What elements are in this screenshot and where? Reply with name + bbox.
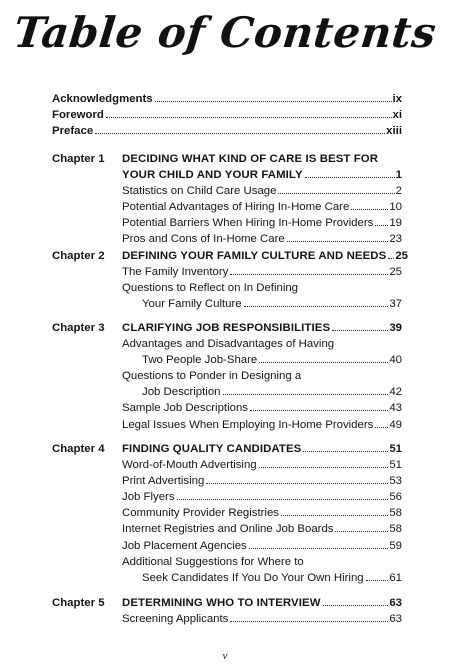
dot-leader <box>244 306 389 307</box>
entry-page: 25 <box>395 250 409 262</box>
entry-title: Questions to Ponder in Designing a <box>122 370 302 383</box>
chapter-heading[interactable] <box>122 443 402 459</box>
entry-title: Acknowledgments <box>52 93 153 105</box>
entry-page: 63 <box>389 597 402 609</box>
entry-title: DECIDING WHAT KIND OF CARE IS BEST FOR <box>122 153 379 165</box>
toc-entry[interactable] <box>122 540 402 556</box>
entry-page: 51 <box>389 443 402 455</box>
dot-leader <box>259 467 389 468</box>
dot-leader <box>303 451 388 452</box>
chapter-heading[interactable] <box>122 597 402 613</box>
dot-leader <box>332 330 388 331</box>
entry-page: 1 <box>395 169 402 182</box>
entry-page: 2 <box>395 185 402 198</box>
toc-entry[interactable] <box>122 556 402 572</box>
entry-page: 56 <box>389 491 402 504</box>
dot-leader <box>177 499 389 500</box>
entry-title: Word-of-Mouth Advertising <box>122 459 257 472</box>
toc-entry[interactable] <box>122 201 402 217</box>
dot-leader <box>305 177 395 178</box>
dot-leader <box>95 133 385 134</box>
toc-entry[interactable] <box>122 572 402 588</box>
entry-page: 49 <box>389 418 402 431</box>
chapter-entries <box>122 153 402 250</box>
dot-leader <box>223 394 389 395</box>
entry-title: CLARIFYING JOB RESPONSIBILITIES <box>122 322 331 334</box>
dot-leader <box>375 427 388 428</box>
entry-title: Potential Barriers When Hiring In-Home Providers <box>122 217 374 230</box>
entry-page: 51 <box>389 459 402 472</box>
entry-page: xi <box>392 109 402 121</box>
entry-page: 58 <box>389 507 402 520</box>
entry-page: 37 <box>389 298 402 311</box>
dot-leader <box>249 548 389 549</box>
toc-entry[interactable] <box>122 475 402 491</box>
entry-page: 53 <box>389 475 402 488</box>
entry-title: Statistics on Child Care Usage <box>122 185 277 198</box>
toc-entry-acknowledgments[interactable] <box>52 93 402 109</box>
entry-page: 40 <box>389 354 402 367</box>
entry-title: Job Description <box>142 386 221 399</box>
dot-leader <box>366 580 389 581</box>
toc-entry[interactable] <box>122 338 402 354</box>
entry-title: Potential Advantages of Hiring In-Home Care <box>122 201 350 214</box>
entry-page: ix <box>392 93 402 105</box>
entry-title: Internet Registries and Online Job Boards <box>122 523 334 536</box>
entry-title: Foreword <box>52 109 104 121</box>
toc-entry[interactable] <box>122 613 402 629</box>
entry-page: 59 <box>389 539 402 552</box>
toc-entry[interactable] <box>122 419 402 435</box>
toc-entry[interactable] <box>122 523 402 539</box>
entry-page: xiii <box>386 125 402 137</box>
entry-page: 63 <box>389 613 402 626</box>
toc-entry[interactable] <box>122 386 402 402</box>
toc-entry[interactable] <box>122 370 402 386</box>
dot-leader <box>388 258 394 259</box>
entry-title: Seek Candidates If You Do Your Own Hiring <box>142 571 364 584</box>
entry-title: Job Flyers <box>122 491 175 504</box>
entry-title: The Family Inventory <box>122 266 229 279</box>
toc-entry[interactable] <box>122 507 402 523</box>
front-matter-list <box>52 93 402 141</box>
dot-leader <box>230 621 388 622</box>
entry-title: Screening Applicants <box>122 613 229 626</box>
entry-title: DEFINING YOUR FAMILY CULTURE AND NEEDS <box>122 250 387 262</box>
dot-leader <box>259 362 388 363</box>
chapter-label: Chapter 1 <box>52 153 105 165</box>
entry-page: 25 <box>389 266 402 279</box>
entry-page: 43 <box>389 402 402 415</box>
entry-title: Job Placement Agencies <box>122 539 247 552</box>
dot-leader <box>106 117 392 118</box>
dot-leader <box>230 274 388 275</box>
chapter-entries <box>122 250 409 314</box>
toc-entry[interactable] <box>122 354 402 370</box>
entry-title: Additional Suggestions for Where to <box>122 555 304 568</box>
toc-entry[interactable] <box>122 185 402 201</box>
entry-title: FINDING QUALITY CANDIDATES <box>122 443 302 455</box>
chapter-heading[interactable] <box>122 169 402 185</box>
dot-leader <box>375 225 388 226</box>
dot-leader <box>250 410 388 411</box>
entry-page: 10 <box>389 201 402 214</box>
entry-title: Sample Job Descriptions <box>122 402 248 415</box>
toc-entry[interactable] <box>122 298 402 314</box>
entry-page: 58 <box>389 523 402 536</box>
dot-leader <box>335 531 388 532</box>
chapter-heading[interactable] <box>122 153 402 169</box>
chapter-label: Chapter 3 <box>52 322 105 334</box>
chapter-heading[interactable] <box>122 250 409 266</box>
entry-page: 61 <box>389 571 402 584</box>
entry-title: DETERMINING WHO TO INTERVIEW <box>122 597 321 609</box>
chapter-label: Chapter 2 <box>52 250 105 262</box>
page-title: Table of Contents <box>11 8 439 57</box>
entry-page: 23 <box>389 233 402 246</box>
dot-leader <box>278 193 394 194</box>
entry-page: 39 <box>389 322 402 334</box>
dot-leader <box>155 101 392 102</box>
toc-entry[interactable] <box>122 233 402 249</box>
entry-page: 42 <box>389 386 402 399</box>
entry-title: Legal Issues When Employing In-Home Providers <box>122 418 374 431</box>
chapter-entries <box>122 322 402 435</box>
dot-leader <box>287 241 389 242</box>
entry-title: Community Provider Registries <box>122 507 279 520</box>
toc-entry-foreword[interactable] <box>52 109 402 125</box>
toc-entry[interactable] <box>122 491 402 507</box>
entry-page: 19 <box>389 217 402 230</box>
toc-entry-preface[interactable] <box>52 125 402 141</box>
chapter-entries <box>122 597 402 629</box>
dot-leader <box>323 605 389 606</box>
entry-title: Preface <box>52 125 94 137</box>
toc-entry[interactable] <box>122 266 402 282</box>
toc-entry[interactable] <box>122 402 402 418</box>
entry-title: Print Advertising <box>122 475 205 488</box>
dot-leader <box>281 515 388 516</box>
toc-entry[interactable] <box>122 217 402 233</box>
toc-entry[interactable] <box>122 459 402 475</box>
toc-entry[interactable] <box>122 282 402 298</box>
page-number: v <box>222 650 228 662</box>
chapter-entries <box>122 443 402 588</box>
chapter-label: Chapter 4 <box>52 443 105 455</box>
chapter-label: Chapter 5 <box>52 597 105 609</box>
entry-title: Advantages and Disadvantages of Having <box>122 338 335 351</box>
entry-title: YOUR CHILD AND YOUR FAMILY <box>122 169 303 182</box>
entry-title: Questions to Reflect on In Defining <box>122 282 299 295</box>
entry-title: Two People Job-Share <box>142 354 258 367</box>
chapter-heading[interactable] <box>122 322 402 338</box>
dot-leader <box>351 209 388 210</box>
entry-title: Your Family Culture <box>142 298 242 311</box>
entry-title: Pros and Cons of In-Home Care <box>122 233 285 246</box>
dot-leader <box>206 483 388 484</box>
